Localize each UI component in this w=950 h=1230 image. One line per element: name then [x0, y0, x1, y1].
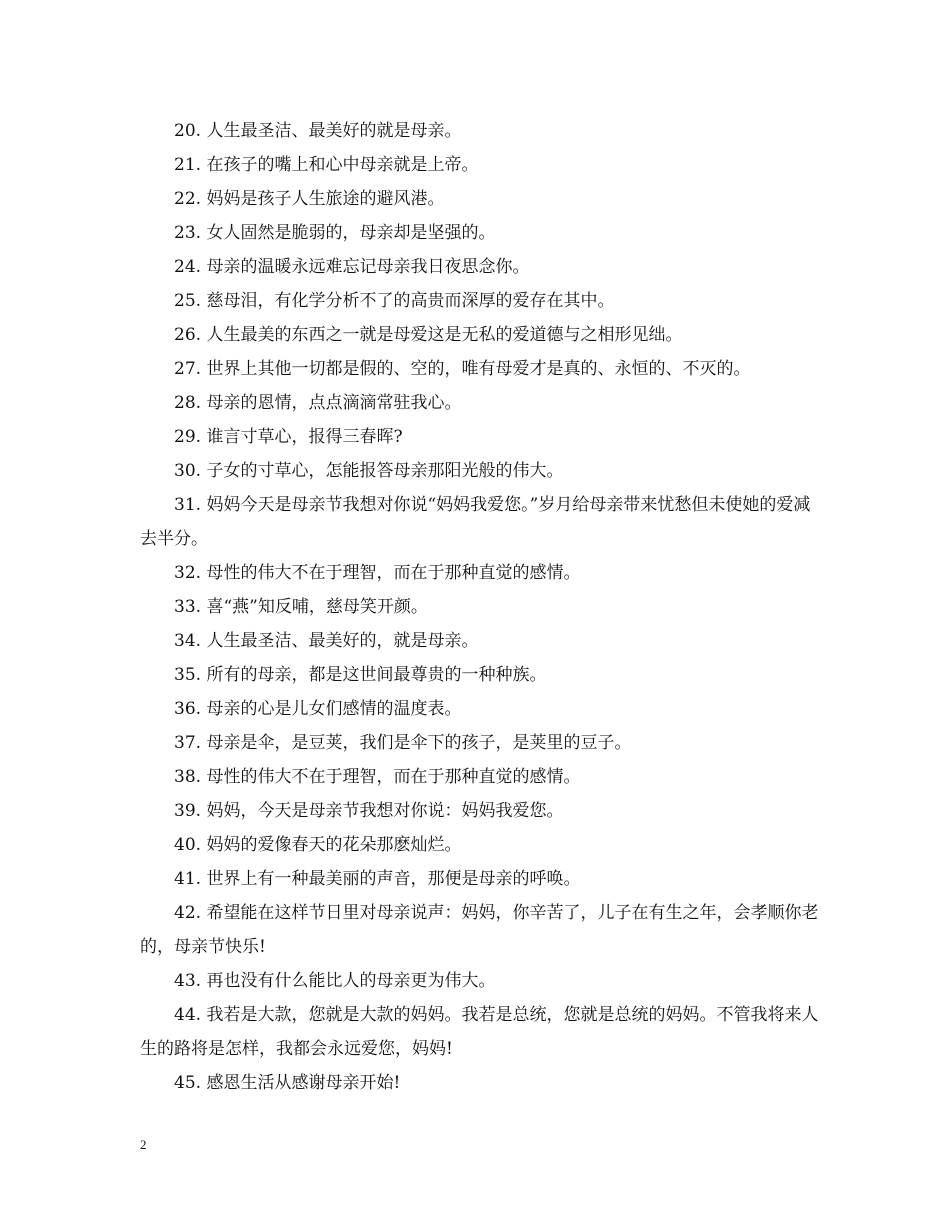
page-number: 2	[140, 1137, 147, 1152]
paragraph-39: 39. 妈妈，今天是母亲节我想对你说：妈妈我爱您。	[174, 801, 564, 821]
paragraph-20: 20. 人生最圣洁、最美好的就是母亲。	[174, 121, 462, 141]
paragraph-24: 24. 母亲的温暖永远难忘记母亲我日夜思念你。	[174, 257, 530, 277]
paragraph-33: 33. 喜“燕”知反哺，慈母笑开颜。	[174, 597, 428, 617]
paragraph-21: 21. 在孩子的嘴上和心中母亲就是上帝。	[174, 155, 479, 175]
paragraph-36: 36. 母亲的心是儿女们感情的温度表。	[174, 699, 462, 719]
paragraph-31: 31. 妈妈今天是母亲节我想对你说“妈妈我爱您。”岁月给母亲带来忧愁但未使她的爱减去半分。	[140, 495, 811, 549]
paragraph-35: 35. 所有的母亲，都是这世间最尊贵的一种种族。	[174, 665, 547, 685]
paragraph-23: 23. 女人固然是脆弱的，母亲却是坚强的。	[174, 223, 496, 243]
paragraph-41: 41. 世界上有一种最美丽的声音，那便是母亲的呼唤。	[174, 869, 581, 889]
paragraph-28: 28. 母亲的恩情，点点滴滴常驻我心。	[174, 393, 462, 413]
paragraph-32: 32. 母性的伟大不在于理智，而在于那种直觉的感情。	[174, 563, 581, 583]
paragraph-43: 43. 再也没有什么能比人的母亲更为伟大。	[174, 971, 496, 991]
paragraph-34: 34. 人生最圣洁、最美好的，就是母亲。	[174, 631, 479, 651]
paragraph-44: 44. 我若是大款，您就是大款的妈妈。我若是总统，您就是总统的妈妈。不管我将来人生的路将是怎样，我都会永远爱您，妈妈!	[140, 1005, 819, 1059]
paragraph-26: 26. 人生最美的东西之一就是母爱这是无私的爱道德与之相形见绌。	[174, 325, 683, 345]
paragraph-40: 40. 妈妈的爱像春天的花朵那麽灿烂。	[174, 835, 462, 855]
paragraph-29: 29. 谁言寸草心，报得三春晖?	[174, 427, 403, 447]
paragraph-37: 37. 母亲是伞，是豆荚，我们是伞下的孩子，是荚里的豆子。	[174, 733, 632, 753]
paragraph-38: 38. 母性的伟大不在于理智，而在于那种直觉的感情。	[174, 767, 581, 787]
paragraph-30: 30. 子女的寸草心，怎能报答母亲那阳光般的伟大。	[174, 461, 564, 481]
document-body	[140, 114, 820, 1100]
paragraph-42: 42. 希望能在这样节日里对母亲说声：妈妈，你辛苦了，儿子在有生之年，会孝顺你老的，母亲节快乐!	[140, 903, 819, 957]
paragraph-25: 25. 慈母泪，有化学分析不了的高贵而深厚的爱存在其中。	[174, 291, 615, 311]
paragraph-22: 22. 妈妈是孩子人生旅途的避风港。	[174, 189, 445, 209]
paragraph-45: 45. 感恩生活从感谢母亲开始!	[174, 1073, 401, 1093]
paragraph-27: 27. 世界上其他一切都是假的、空的，唯有母爱才是真的、永恒的、不灭的。	[174, 359, 751, 379]
